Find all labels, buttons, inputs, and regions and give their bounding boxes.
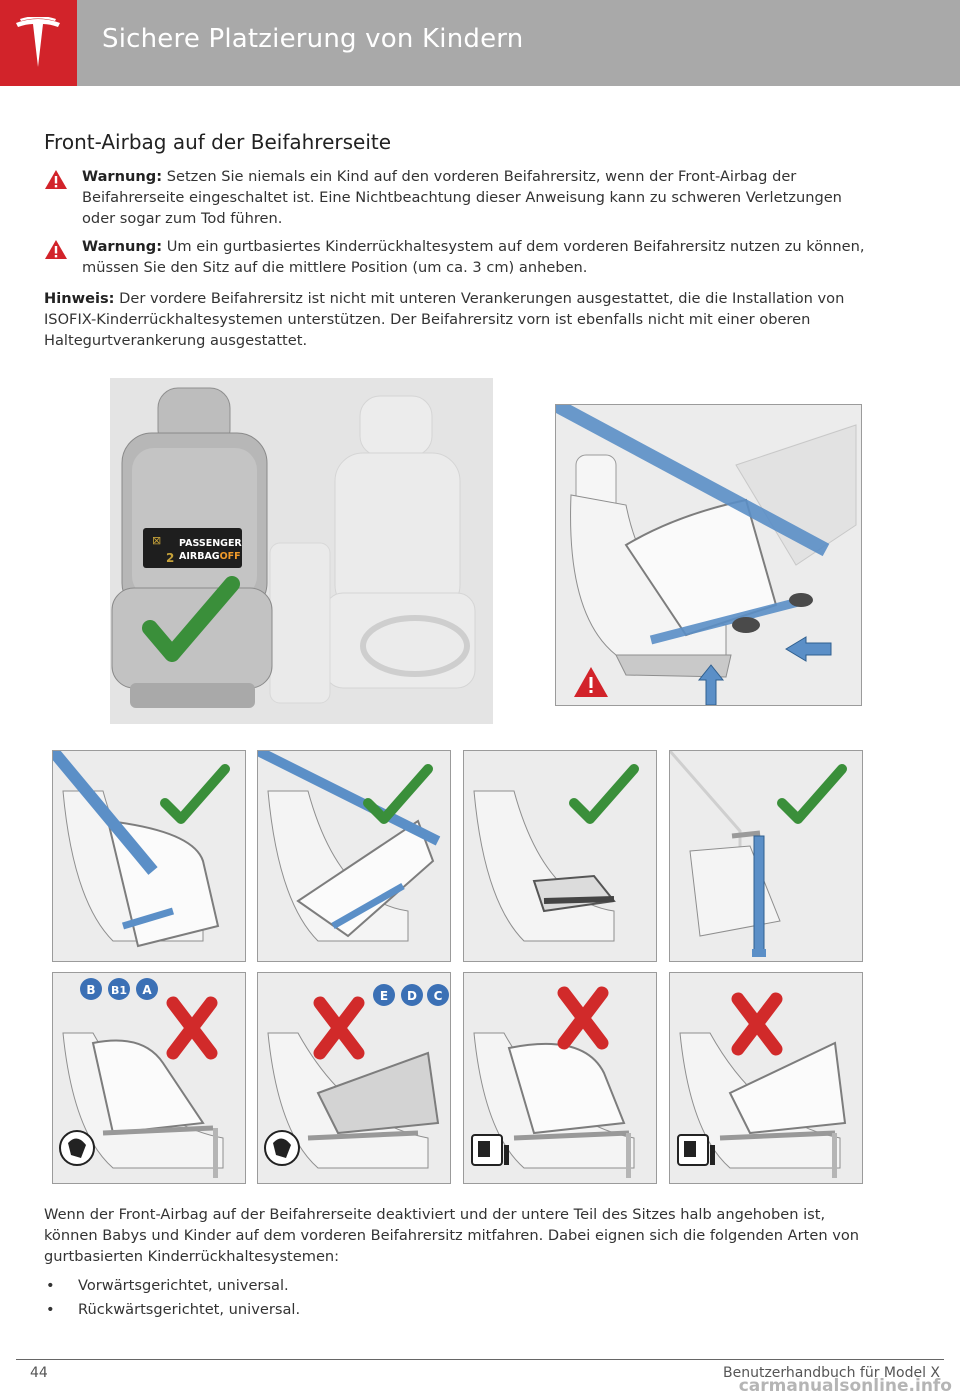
prohibited-seat-3 [463, 972, 657, 1184]
warning-label: Warnung: [82, 168, 163, 185]
seat-raise-svg [556, 405, 861, 705]
svg-text:AIRBAGOFF [179, 551, 241, 562]
warning-text: Um ein gurtbasiertes Kinderrückhaltesystem auf dem vorderen Beifahrersitz nutzen zu können, müssen Sie den Sitz auf die mittlere Position (um ca. 3 cm) anheben. [82, 238, 865, 276]
body-paragraph: Wenn der Front-Airbag auf der Beifahrerseite deaktiviert und der untere Teil des Sitzes halb angehoben ist, können Babys und Kinder auf dem vorderen Beifahrersitz mitfahren. Dabei eignen sich die folgenden Arten von gurtbasierten Kinderrückhaltesystemen: [44, 1206, 860, 1265]
chapter-title: Sichere Platzierung von Kindern [102, 24, 524, 54]
label-e: E [379, 989, 389, 1003]
prohibited-seat-1 [52, 972, 246, 1184]
front-seats-illustration [110, 378, 493, 724]
warning-icon [44, 169, 68, 190]
warning-2 [44, 236, 874, 278]
approved-seat-3 [463, 750, 657, 962]
footer-divider [16, 1359, 944, 1360]
list-item: • Vorwärtsgerichtet, universal. [44, 1275, 874, 1296]
label-a: A [142, 983, 152, 997]
svg-text:⊠: ⊠ [152, 534, 162, 547]
page-header [0, 0, 960, 86]
prohibited-seat-4 [669, 972, 863, 1184]
tesla-logo [0, 0, 77, 86]
page-number: 44 [30, 1365, 48, 1381]
list-item: • Rückwärtsgerichtet, universal. [44, 1299, 874, 1320]
seat-raise-illustration [555, 404, 862, 706]
label-b: B [86, 983, 96, 997]
watermark: carmanualsonline.info [738, 1376, 952, 1396]
indicator-off: OFF [219, 551, 241, 562]
prohibited-seat-2 [257, 972, 451, 1184]
note [44, 288, 874, 351]
warning-1 [44, 166, 874, 229]
approved-seat-4 [669, 750, 863, 962]
manual-title: Benutzerhandbuch für Model X [723, 1365, 940, 1381]
approved-seat-1 [52, 750, 246, 962]
indicator-line1: PASSENGER [179, 538, 242, 549]
approved-seat-2 [257, 750, 451, 962]
note-text: Der vordere Beifahrersitz ist nicht mit unteren Verankerungen ausgestattet, die die Installation von ISOFIX-Kinderrückhaltesystemen unterstützen. Der Beifahrersitz vorn ist ebenfalls nicht mit einer oberen Haltegurtverankerung ausgestattet. [44, 290, 845, 349]
warning-icon [44, 239, 68, 260]
label-d: D [407, 989, 417, 1003]
note-label: Hinweis: [44, 290, 115, 307]
front-seats-svg [110, 378, 493, 724]
restraint-type-list [44, 1275, 874, 1323]
warning-label: Warnung: [82, 238, 163, 255]
warning-text: Setzen Sie niemals ein Kind auf den vorderen Beifahrersitz, wenn der Front-Airbag der Beifahrerseite eingeschaltet ist. Eine Nichtbeachtung dieser Anweisung kann zu schweren Verletzungen oder sogar zum Tod führen. [82, 168, 842, 227]
section-heading: Front-Airbag auf der Beifahrerseite [44, 130, 392, 154]
label-c: C [433, 989, 443, 1003]
indicator-airbag: AIRBAG [179, 551, 220, 562]
indicator-number: 2 [166, 551, 175, 565]
label-b1: B1 [110, 984, 128, 997]
tesla-logo-icon [14, 17, 62, 69]
